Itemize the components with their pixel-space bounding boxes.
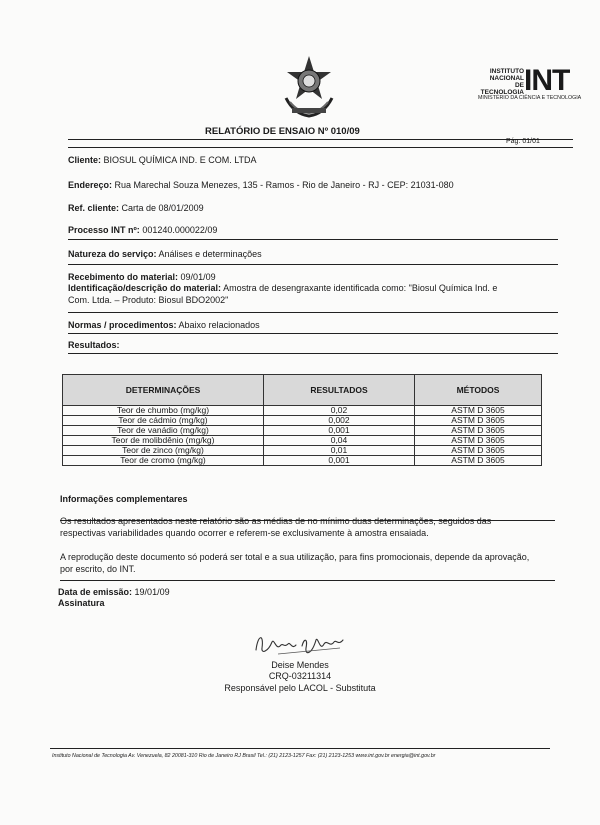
info-heading-text: Informações complementares	[60, 494, 188, 504]
field-natureza	[68, 249, 262, 259]
cell-resultado: 0,001	[264, 426, 415, 436]
processo-label: Processo INT nº:	[68, 225, 140, 235]
field-data-emissao	[58, 587, 170, 597]
divider	[68, 333, 558, 334]
field-resultados	[68, 340, 120, 350]
title-divider	[68, 139, 573, 140]
resultados-label: Resultados:	[68, 340, 120, 350]
normas-label: Normas / procedimentos:	[68, 320, 177, 330]
logo-line2: NACIONAL DE	[489, 75, 524, 89]
divider	[60, 580, 555, 581]
logo-line3: TECNOLOGIA	[480, 89, 524, 96]
date-label: Data de emissão:	[58, 587, 133, 597]
signature-label-text: Assinatura	[58, 598, 105, 608]
field-ref-cliente	[68, 203, 204, 213]
results-table	[62, 374, 542, 466]
report-title: RELATÓRIO DE ENSAIO Nº 010/09	[205, 126, 360, 137]
table-row	[63, 416, 542, 426]
identificacao-label: Identificação/descrição do material:	[68, 283, 222, 293]
divider	[68, 353, 558, 354]
field-identificacao	[68, 283, 497, 293]
field-cliente	[68, 155, 257, 165]
cell-resultado: 0,01	[264, 446, 415, 456]
cell-resultado: 0,001	[264, 456, 415, 466]
field-processo	[68, 225, 217, 235]
cell-metodo: ASTM D 3605	[415, 436, 542, 446]
table-row	[63, 446, 542, 456]
cell-determinacao: Teor de vanádio (mg/kg)	[63, 426, 264, 436]
info-paragraph-2: A reprodução deste documento só poderá ser total e a sua utilização, para fins promocionais, depende da aprovação, por escrito, do INT.	[60, 552, 530, 574]
coat-of-arms-icon	[278, 54, 340, 120]
signer-crq: CRQ-03211314	[268, 671, 332, 681]
col-header-resultados: RESULTADOS	[264, 375, 415, 406]
logo-line1: INSTITUTO	[489, 68, 524, 75]
processo-value: 001240.000022/09	[142, 225, 218, 235]
field-endereco	[68, 180, 454, 190]
date-value: 19/01/09	[134, 587, 170, 597]
cell-resultado: 0,002	[264, 416, 415, 426]
signer-role: Responsável pelo LACOL - Substituta	[224, 683, 376, 693]
table-row	[63, 426, 542, 436]
cliente-label: Cliente:	[68, 155, 102, 165]
footer-address: Instituto Nacional de Tecnologia Av. Venezuela, 82 20081-310 Rio de Janeiro RJ Brasil Tel.: (21) 2123-1257 Fax: (21) 2123-1253 www.int.gov.br energia@int.gov.br	[52, 753, 436, 759]
table-header-row	[63, 375, 542, 406]
header-divider	[68, 147, 573, 148]
endereco-value: Rua Marechal Souza Menezes, 135 - Ramos - Rio de Janeiro - RJ - CEP: 21031-080	[114, 180, 454, 190]
cell-determinacao: Teor de molibdênio (mg/kg)	[63, 436, 264, 446]
divider	[68, 264, 558, 265]
endereco-label: Endereço:	[68, 180, 113, 190]
cell-determinacao: Teor de cádmio (mg/kg)	[63, 416, 264, 426]
cell-metodo: ASTM D 3605	[415, 456, 542, 466]
signer-name: Deise Mendes	[271, 660, 329, 670]
cell-metodo: ASTM D 3605	[415, 426, 542, 436]
divider	[68, 312, 558, 313]
cell-determinacao: Teor de cromo (mg/kg)	[63, 456, 264, 466]
recebimento-value: 09/01/09	[180, 272, 216, 282]
cliente-value: BIOSUL QUÍMICA IND. E COM. LTDA	[103, 155, 257, 165]
ref-label: Ref. cliente:	[68, 203, 120, 213]
cell-metodo: ASTM D 3605	[415, 416, 542, 426]
normas-value: Abaixo relacionados	[178, 320, 260, 330]
logo-ministry: MINISTÉRIO DA CIÊNCIA E TECNOLOGIA	[478, 95, 582, 101]
logo-mark: INT	[524, 64, 570, 97]
handwritten-signature	[248, 628, 353, 660]
recebimento-label: Recebimento do material:	[68, 272, 179, 282]
signature-label	[58, 598, 105, 608]
info-paragraph-1: Os resultados apresentados neste relatório são as médias de no mínimo duas determinações, seguidos das respectivas variabilidades quando ocorrer e referem-se exclusivamente à amostra ensaiada.	[60, 516, 492, 538]
int-logo	[460, 64, 582, 106]
col-header-metodos: MÉTODOS	[415, 375, 542, 406]
identificacao-value: Amostra de desengraxante identificada como: "Biosul Química Ind. e	[223, 283, 498, 293]
natureza-value: Análises e determinações	[158, 249, 262, 259]
table-row	[63, 406, 542, 416]
identificacao-value-cont: Com. Ltda. – Produto: Biosul BDO2002"	[68, 295, 229, 305]
ref-value: Carta de 08/01/2009	[121, 203, 204, 213]
divider	[68, 239, 558, 240]
cell-metodo: ASTM D 3605	[415, 446, 542, 456]
cell-metodo: ASTM D 3605	[415, 406, 542, 416]
cell-determinacao: Teor de zinco (mg/kg)	[63, 446, 264, 456]
table-row	[63, 436, 542, 446]
cell-resultado: 0,02	[264, 406, 415, 416]
col-header-determinacoes: DETERMINAÇÕES	[63, 375, 264, 406]
table-row	[63, 456, 542, 466]
page-number: Pág. 01/01	[506, 138, 540, 145]
field-normas	[68, 320, 260, 330]
field-recebimento	[68, 272, 216, 282]
natureza-label: Natureza do serviço:	[68, 249, 157, 259]
cell-resultado: 0,04	[264, 436, 415, 446]
info-heading	[60, 494, 188, 504]
cell-determinacao: Teor de chumbo (mg/kg)	[63, 406, 264, 416]
footer-divider	[50, 748, 550, 749]
